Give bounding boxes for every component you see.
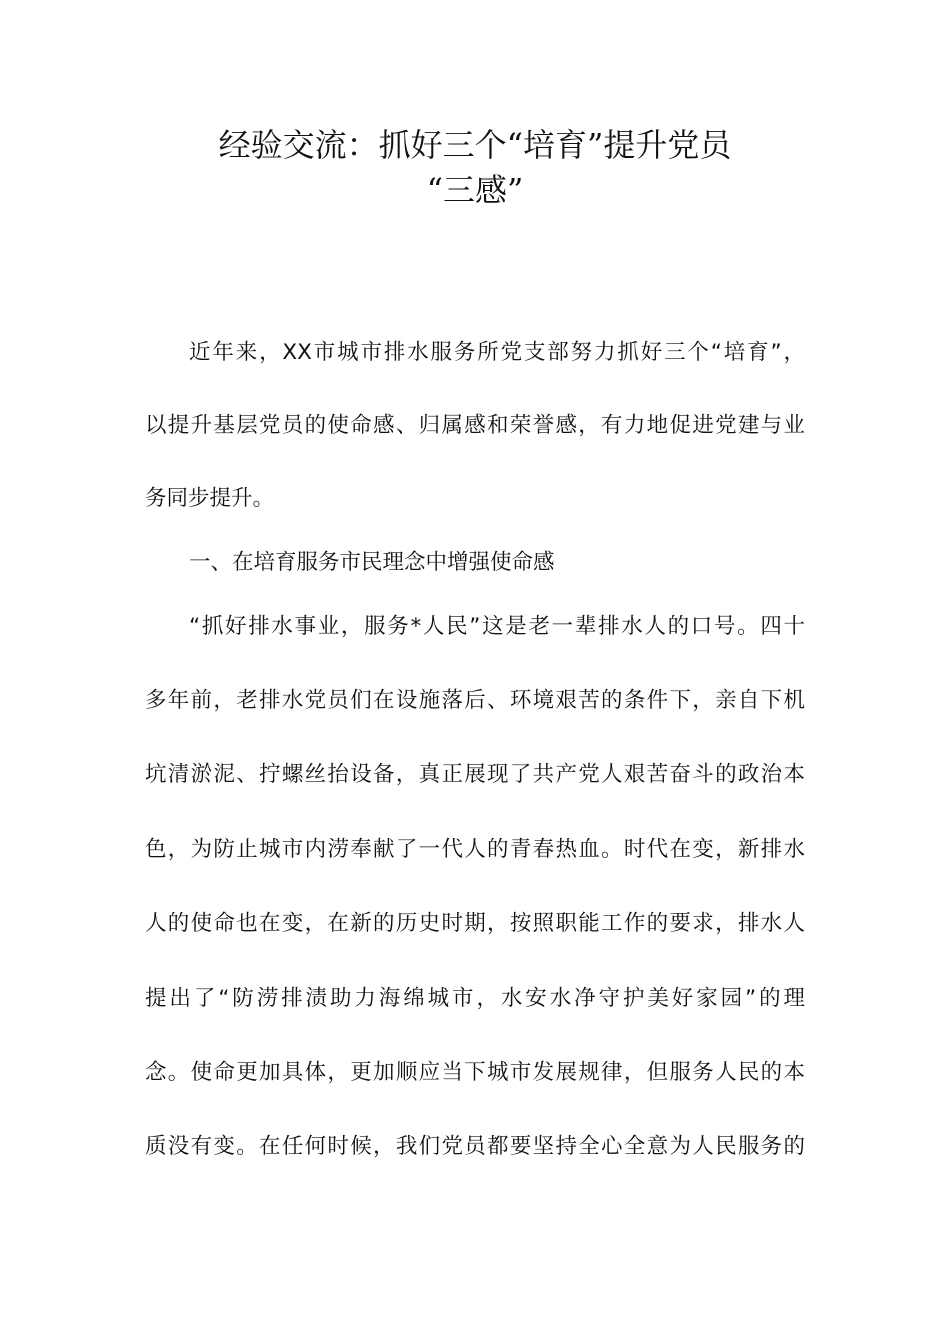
section-heading: 一、在培育服务市民理念中增强使命感 [189, 550, 555, 575]
paragraph-line: 念。使命更加具体，更加顺应当下城市发展规律，但服务人民的本 [145, 1060, 805, 1085]
paragraph-line: 务同步提升。 [145, 486, 275, 511]
paragraph-line: 色，为防止城市内涝奉献了一代人的青春热血。时代在变，新排水 [145, 837, 805, 862]
paragraph-line: 多年前，老排水党员们在设施落后、环境艰苦的条件下，亲自下机 [145, 688, 805, 713]
paragraph-line: 质没有变。在任何时候，我们党员都要坚持全心全意为人民服务的 [145, 1134, 805, 1159]
paragraph-line: 坑清淤泥、拧螺丝抬设备，真正展现了共产党人艰苦奋斗的政治本 [145, 762, 805, 787]
paragraph-line: 以提升基层党员的使命感、归属感和荣誉感，有力地促进党建与业 [145, 413, 805, 438]
paragraph-line: 近年来，XX市城市排水服务所党支部努力抓好三个“培育”， [189, 340, 805, 365]
document-title-line-1: 经验交流：抓好三个“培育”提升党员 [218, 126, 732, 164]
paragraph-line: 提出了“防涝排渍助力海绵城市，水安水净守护美好家园”的理 [145, 986, 805, 1011]
document-title-line-2: “三感” [426, 171, 524, 209]
paragraph-line: 人的使命也在变，在新的历史时期，按照职能工作的要求，排水人 [145, 911, 805, 936]
paragraph-line: “抓好排水事业，服务*人民”这是老一辈排水人的口号。四十 [189, 614, 805, 639]
